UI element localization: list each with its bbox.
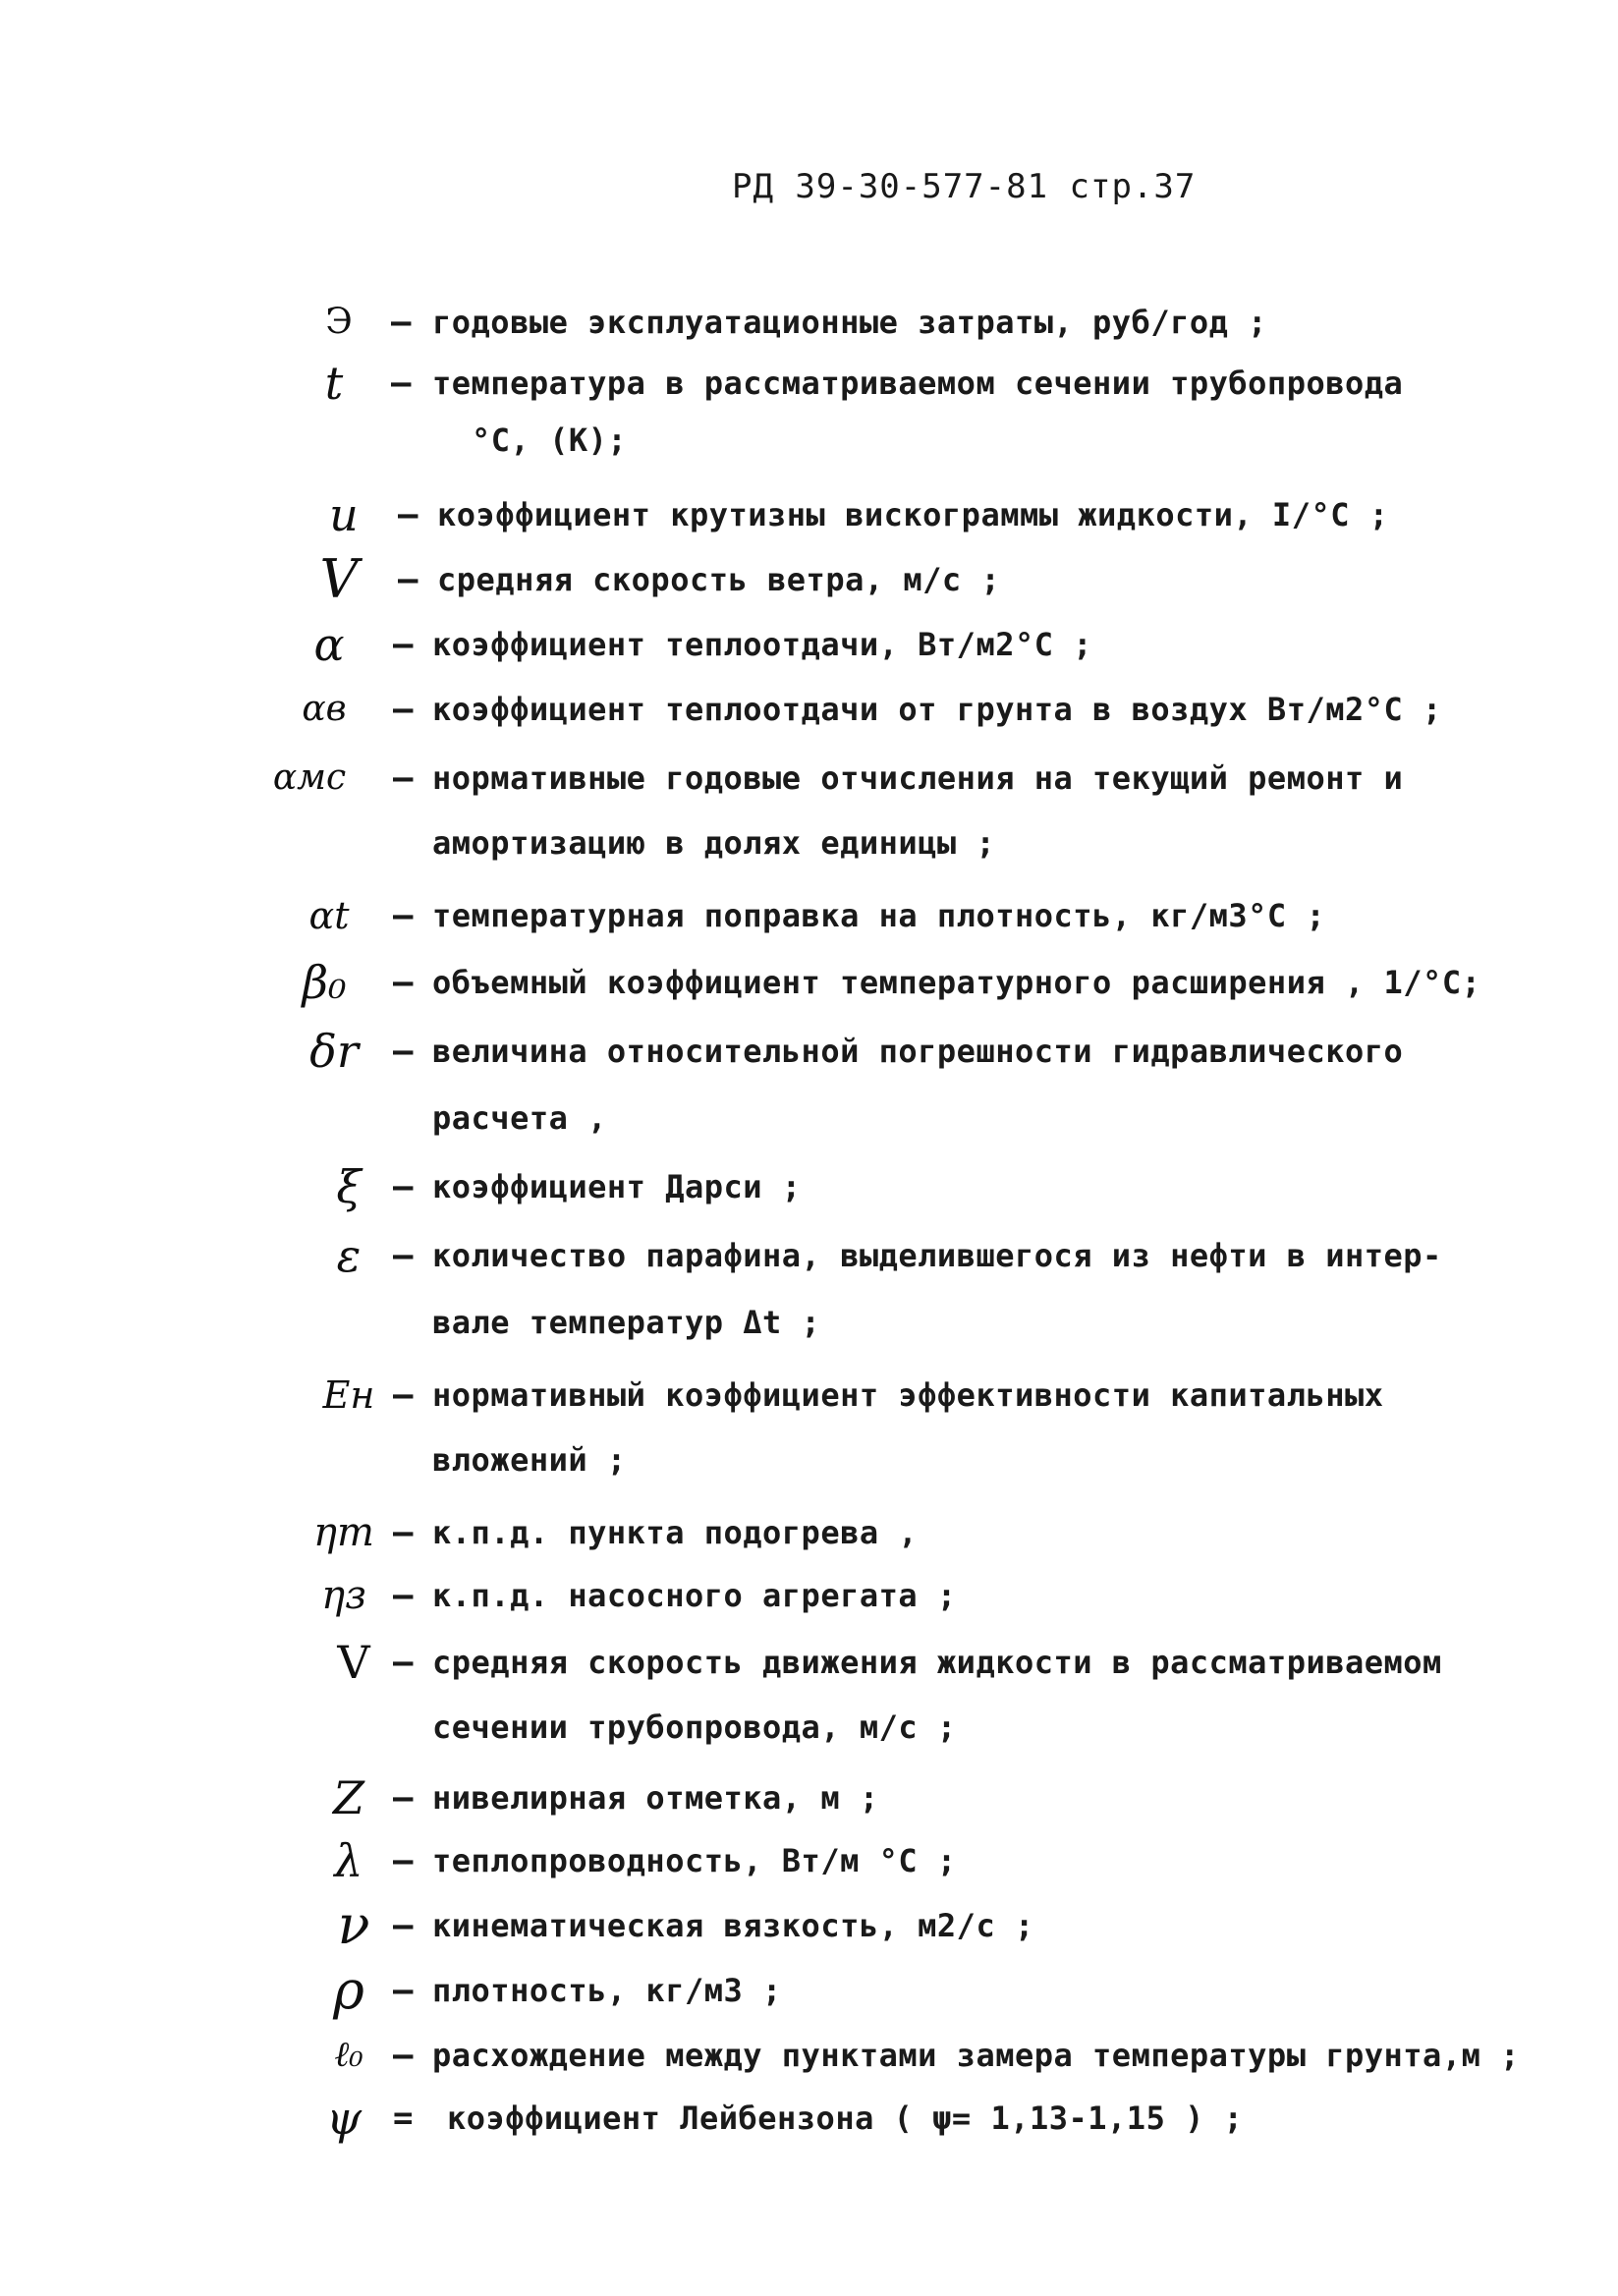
symbol: ηз xyxy=(321,1573,366,1618)
symbol: α xyxy=(313,618,345,671)
symbol: ε xyxy=(336,1229,362,1282)
continuation: амортизацию в долях единицы ; xyxy=(432,824,996,862)
dash: – xyxy=(393,1643,414,1682)
definition: температурная поправка на плотность, кг/м3°С ; xyxy=(432,897,1326,934)
symbol: αв xyxy=(302,689,347,729)
definition: коэффициент теплоотдачи, Вт/м2°С ; xyxy=(432,626,1093,663)
symbol: ν xyxy=(337,1894,370,1956)
dash: – xyxy=(393,1375,414,1415)
symbol: αмс xyxy=(272,757,347,798)
definition: годовые эксплуатационные затраты, руб/год ; xyxy=(432,304,1267,341)
definition: теплопроводность, Вт/м °С ; xyxy=(432,1842,957,1879)
continuation: вложений ; xyxy=(432,1441,627,1479)
dash: – xyxy=(393,963,414,1002)
definition: величина относительной погрешности гидравлического xyxy=(432,1033,1404,1070)
symbol: δr xyxy=(309,1025,359,1078)
dash: – xyxy=(398,495,418,534)
definition: к.п.д. пункта подогрева , xyxy=(432,1514,919,1551)
dash: – xyxy=(393,625,414,664)
symbol: ℓ₀ xyxy=(334,2035,363,2075)
definition: температура в рассматриваемом сечении трубопровода xyxy=(432,364,1404,402)
dash: – xyxy=(393,2036,414,2075)
definition: нивелирная отметка, м ; xyxy=(432,1779,879,1817)
symbol: Z xyxy=(333,1771,364,1824)
symbol: Э xyxy=(325,302,353,342)
dash: – xyxy=(393,1513,414,1552)
symbol: ηт xyxy=(313,1510,374,1555)
symbol: ξ xyxy=(336,1160,362,1213)
symbol: ρ xyxy=(333,1959,364,2021)
definition: к.п.д. насосного агрегата ; xyxy=(432,1577,957,1614)
dash: – xyxy=(391,303,412,342)
symbol: λ xyxy=(334,1834,363,1887)
symbol: u xyxy=(329,488,359,541)
definition: коэффициент Лейбензона ( ψ= 1,13-1,15 ) ; xyxy=(447,2100,1244,2137)
dash: – xyxy=(393,896,414,935)
definition: объемный коэффициент температурного расширения , 1/°С; xyxy=(432,964,1481,1001)
symbol: t xyxy=(324,357,344,410)
dash: – xyxy=(393,1167,414,1206)
symbol: V xyxy=(337,1636,370,1689)
continuation: вале температур Δt ; xyxy=(432,1304,821,1341)
symbol: Eн xyxy=(322,1373,375,1417)
symbol: αt xyxy=(308,894,350,937)
definition: коэффициент Дарси ; xyxy=(432,1168,802,1205)
dash: – xyxy=(393,1576,414,1615)
definition: коэффициент крутизны вискограммы жидкости, I/°С ; xyxy=(437,496,1389,533)
dash: – xyxy=(393,1971,414,2010)
definition: расхождение между пунктами замера температуры грунта,м ; xyxy=(432,2037,1520,2074)
definition: средняя скорость движения жидкости в рассматриваемом xyxy=(432,1644,1442,1681)
symbol: V xyxy=(319,548,359,610)
definition: плотность, кг/м3 ; xyxy=(432,1972,782,2009)
dash: – xyxy=(393,1032,414,1071)
symbol: β₀ xyxy=(302,956,347,1009)
dash: – xyxy=(393,690,414,729)
definition: коэффициент теплоотдачи от грунта в воздух Вт/м2°С ; xyxy=(432,691,1442,728)
definition: количество парафина, выделившегося из нефти в интер- xyxy=(432,1237,1442,1274)
continuation: расчета , xyxy=(432,1099,607,1137)
page-header: РД 39-30-577-81 стр.37 xyxy=(732,167,1197,206)
dash: – xyxy=(393,758,414,798)
dash: – xyxy=(393,1778,414,1818)
dash: – xyxy=(393,1906,414,1945)
symbol: ψ xyxy=(325,2092,363,2145)
definition: нормативные годовые отчисления на текущий ремонт и xyxy=(432,759,1404,797)
definition: кинематическая вязкость, м2/с ; xyxy=(432,1907,1034,1944)
definition: нормативный коэффициент эффективности капитальных xyxy=(432,1376,1384,1414)
dash: – xyxy=(393,1236,414,1275)
continuation: °С, (К); xyxy=(472,421,628,459)
definition: средняя скорость ветра, м/с ; xyxy=(437,561,1001,598)
dash: – xyxy=(393,1841,414,1880)
dash: – xyxy=(391,364,412,403)
dash: = xyxy=(393,2099,414,2138)
dash: – xyxy=(398,560,418,599)
continuation: сечении трубопровода, м/с ; xyxy=(432,1708,957,1746)
